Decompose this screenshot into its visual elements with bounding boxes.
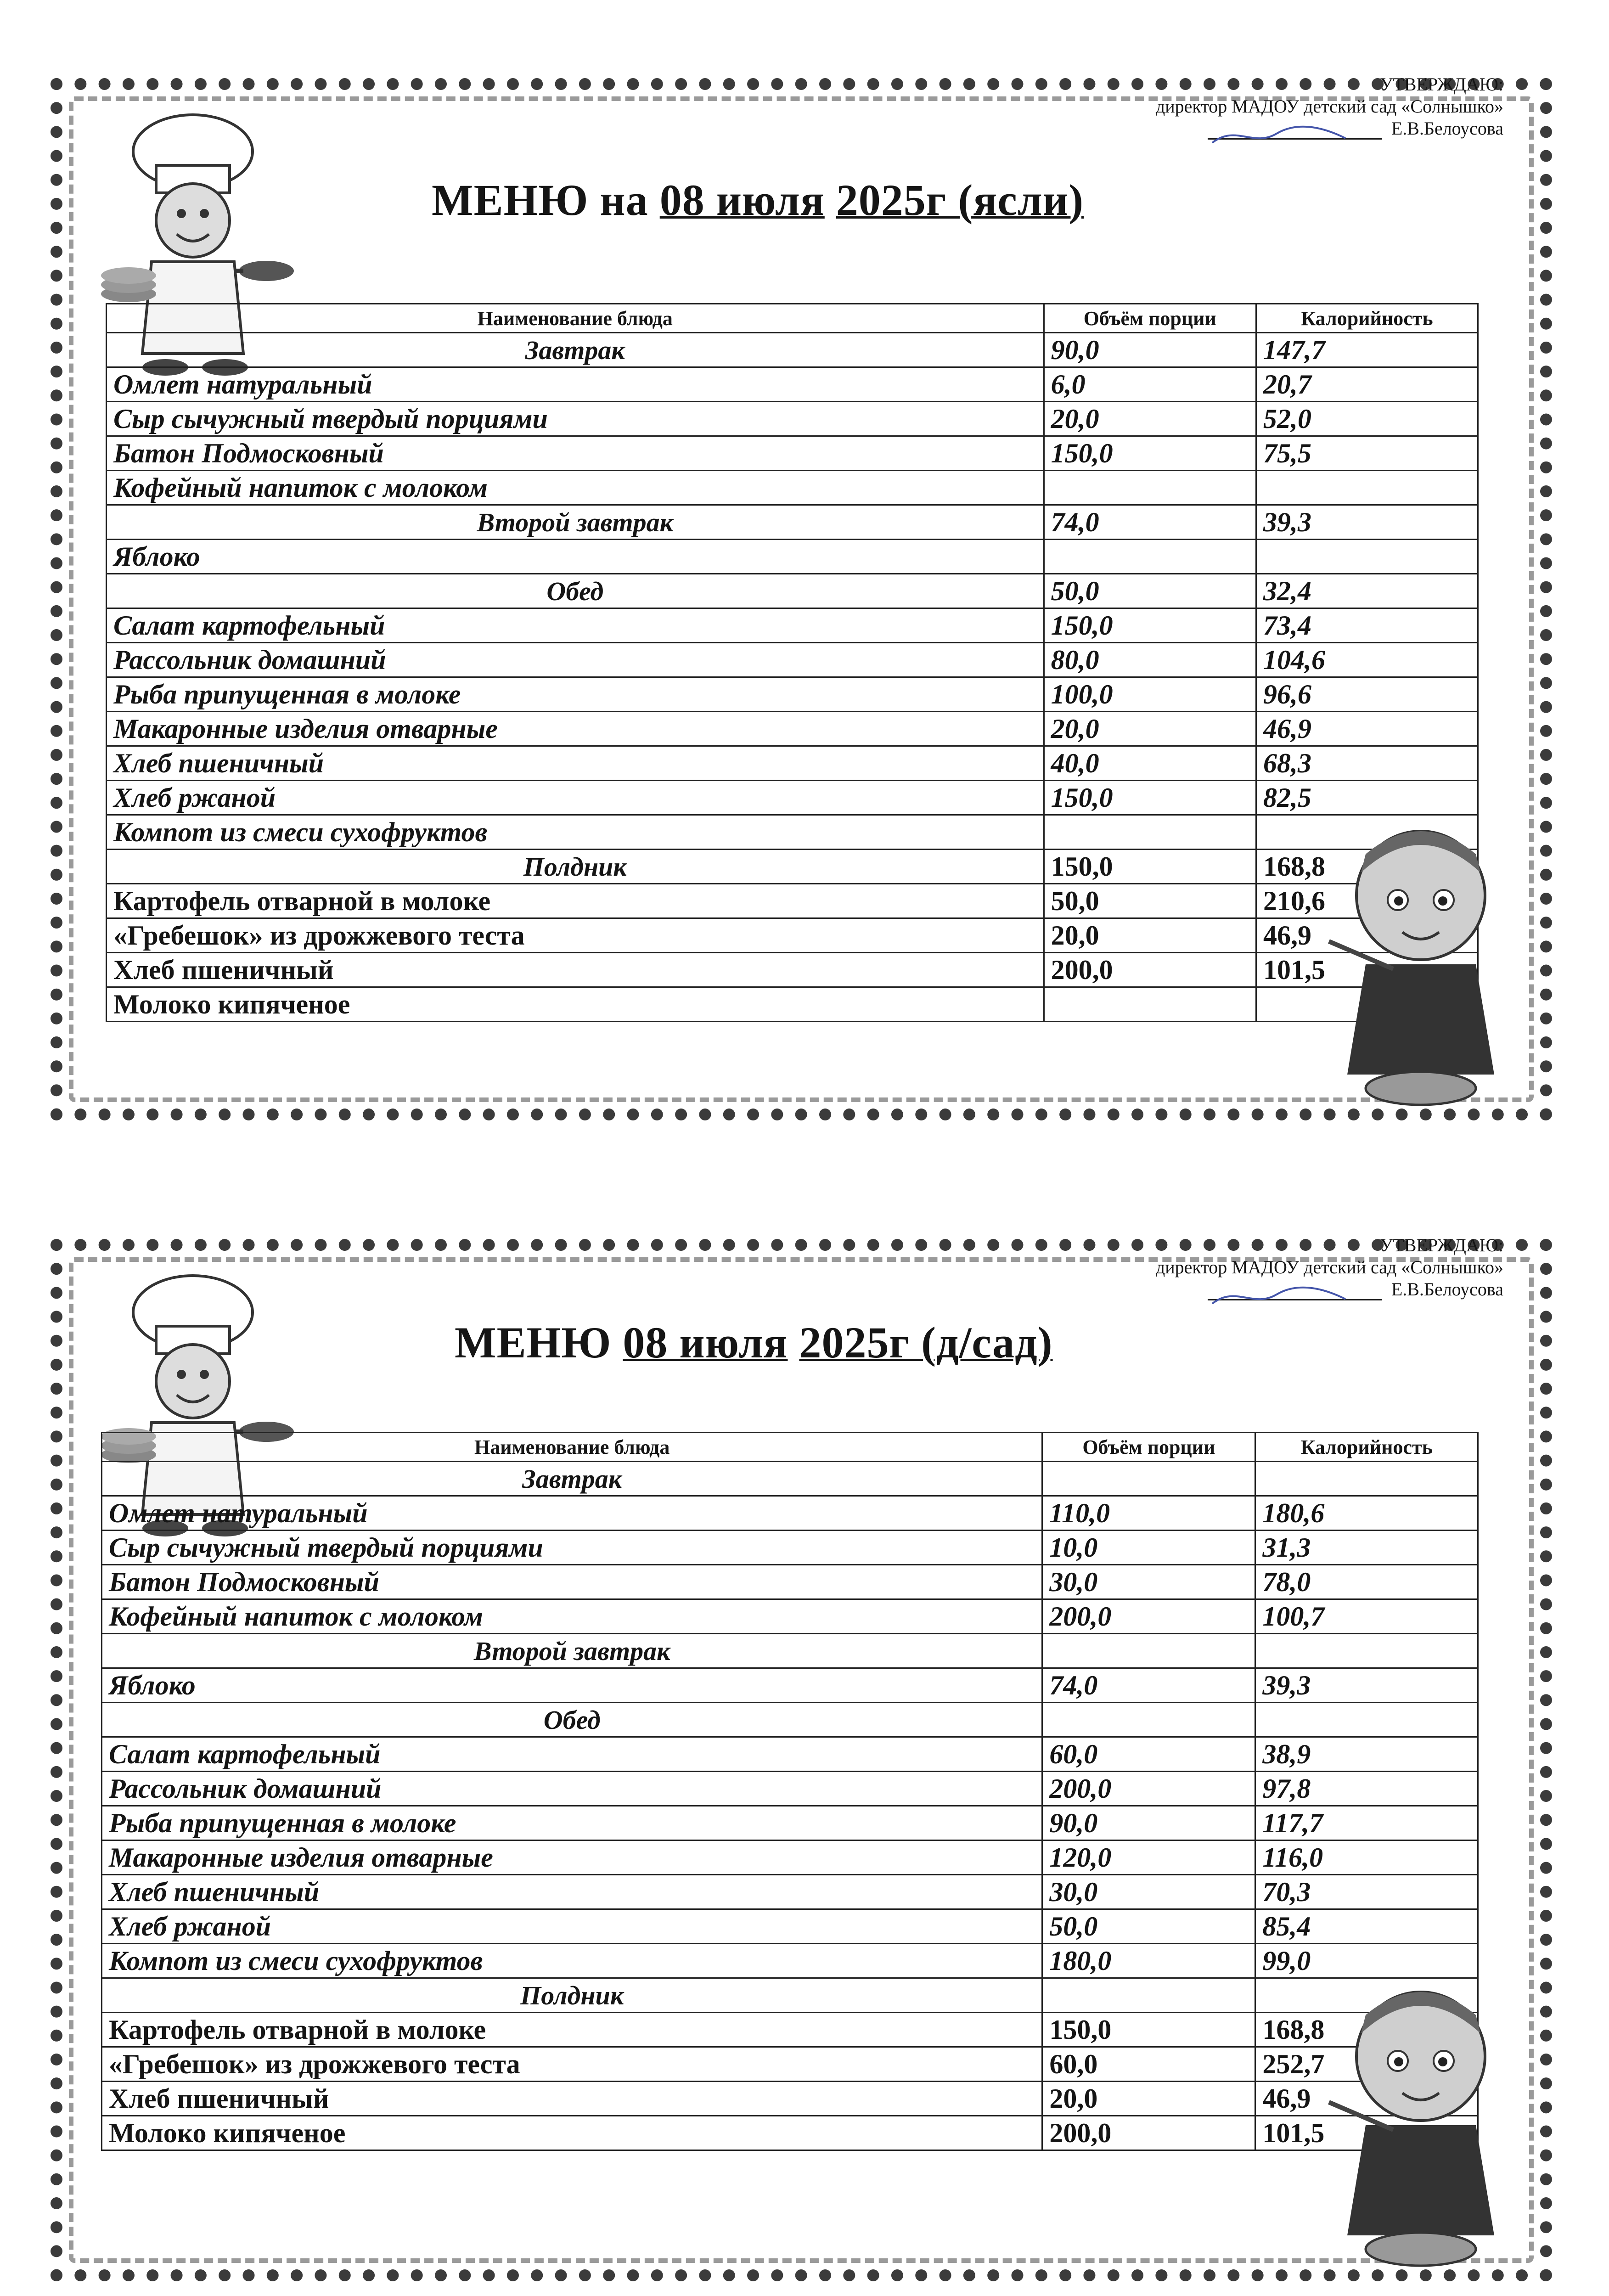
menu-title	[455, 1317, 1053, 1368]
approval-position: директор МАДОУ детский сад «Солнышко»	[1155, 96, 1503, 117]
table-row	[102, 2082, 1478, 2116]
portion-value: 30,0	[1042, 1565, 1255, 1599]
section-row	[107, 850, 1478, 884]
section-second-breakfast: Второй завтрак	[102, 1634, 1042, 1668]
child-illustration	[1301, 1978, 1540, 2272]
approver-name: Е.В.Белоусова	[1391, 118, 1503, 139]
portion-value: 90,0	[1042, 1806, 1255, 1840]
header-portion: Объём порции	[1044, 304, 1256, 333]
calorie-value: 117,7	[1255, 1806, 1478, 1840]
calorie-value: 116,0	[1255, 1840, 1478, 1875]
table-row	[102, 2047, 1478, 2082]
menu-title	[432, 174, 1084, 225]
table-row	[107, 643, 1478, 677]
approver-name: Е.В.Белоусова	[1391, 1279, 1503, 1300]
header-calories: Калорийность	[1256, 304, 1478, 333]
calorie-value: 75,5	[1256, 436, 1478, 471]
signature-line	[1208, 1299, 1382, 1300]
table-header-row	[102, 1433, 1478, 1462]
child-illustration	[1301, 817, 1540, 1111]
portion-value: 150,0	[1042, 2013, 1255, 2047]
section-row	[102, 1703, 1478, 1737]
calorie-value: 147,7	[1256, 333, 1478, 367]
dish-name: Салат картофельный	[107, 608, 1044, 643]
portion-value: 100,0	[1044, 677, 1256, 712]
section-snack: Полдник	[102, 1978, 1042, 2013]
table-row	[102, 2013, 1478, 2047]
calorie-value: 46,9	[1255, 2082, 1478, 2116]
calorie-value: 85,4	[1255, 1909, 1478, 1944]
calorie-value: 46,9	[1256, 918, 1478, 953]
calorie-value: 32,4	[1256, 574, 1478, 608]
calorie-value: 39,3	[1256, 505, 1478, 540]
portion-value: 20,0	[1044, 918, 1256, 953]
portion-value: 200,0	[1042, 1599, 1255, 1634]
portion-value: 60,0	[1042, 2047, 1255, 2082]
calorie-value: 52,0	[1256, 402, 1478, 436]
dish-name: Компот из смеси сухофруктов	[107, 815, 1044, 850]
section-row	[102, 1978, 1478, 2013]
portion-value: 50,0	[1044, 884, 1256, 918]
menu-sheet-kindergarten	[0, 1161, 1609, 2296]
section-row	[102, 1634, 1478, 1668]
title-date: 08 июля	[623, 1318, 788, 1367]
portion-value: 50,0	[1044, 574, 1256, 608]
approval-position: директор МАДОУ детский сад «Солнышко»	[1155, 1257, 1503, 1277]
header-portion: Объём порции	[1042, 1433, 1255, 1462]
section-breakfast: Завтрак	[107, 333, 1044, 367]
section-row	[107, 505, 1478, 540]
dish-name: Макаронные изделия отварные	[107, 712, 1044, 746]
approval-heading: УТВЕРЖДАЮ:	[1380, 1235, 1503, 1255]
calorie-value: 168,8	[1256, 850, 1478, 884]
calorie-value: 82,5	[1256, 781, 1478, 815]
table-row	[107, 436, 1478, 471]
calorie-value: 104,6	[1256, 643, 1478, 677]
dish-name: Хлеб пшеничный	[102, 2082, 1042, 2116]
portion-value: 180,0	[1042, 1944, 1255, 1978]
table-row	[102, 1772, 1478, 1806]
portion-value: 20,0	[1044, 402, 1256, 436]
calorie-value: 73,4	[1256, 608, 1478, 643]
portion-value: 30,0	[1042, 1875, 1255, 1909]
portion-value: 80,0	[1044, 643, 1256, 677]
table-row	[102, 1909, 1478, 1944]
calorie-value: 78,0	[1255, 1565, 1478, 1599]
title-prefix: МЕНЮ на	[432, 175, 648, 225]
portion-value: 120,0	[1042, 1840, 1255, 1875]
portion-value: 110,0	[1042, 1496, 1255, 1531]
table-row	[102, 1737, 1478, 1772]
table-row	[102, 1531, 1478, 1565]
calorie-value: 168,8	[1255, 2013, 1478, 2047]
table-row	[107, 746, 1478, 781]
dish-name: Яблоко	[102, 1668, 1042, 1703]
table-row	[107, 815, 1478, 850]
portion-value: 6,0	[1044, 367, 1256, 402]
dish-name: Омлет натуральный	[107, 367, 1044, 402]
dish-name: Батон Подмосковный	[107, 436, 1044, 471]
portion-value: 40,0	[1044, 746, 1256, 781]
dish-name: Омлет натуральный	[102, 1496, 1042, 1531]
dish-name: Рыба припущенная в молоке	[102, 1806, 1042, 1840]
dish-name: Хлеб ржаной	[102, 1909, 1042, 1944]
calorie-value: 97,8	[1255, 1772, 1478, 1806]
calorie-value: 70,3	[1255, 1875, 1478, 1909]
table-row	[107, 953, 1478, 987]
title-prefix: МЕНЮ	[455, 1318, 612, 1367]
section-lunch: Обед	[107, 574, 1044, 608]
dish-name: Яблоко	[107, 540, 1044, 574]
dish-name: Кофейный напиток с молоком	[107, 471, 1044, 505]
dish-name: Салат картофельный	[102, 1737, 1042, 1772]
portion-value: 50,0	[1042, 1909, 1255, 1944]
table-row	[107, 884, 1478, 918]
title-year: 2025г (ясли)	[836, 175, 1084, 225]
section-lunch: Обед	[102, 1703, 1042, 1737]
calorie-value: 100,7	[1255, 1599, 1478, 1634]
table-row	[102, 1875, 1478, 1909]
header-dish-name: Наименование блюда	[107, 304, 1044, 333]
table-row	[107, 402, 1478, 436]
portion-value: 90,0	[1044, 333, 1256, 367]
portion-value: 150,0	[1044, 608, 1256, 643]
portion-value: 20,0	[1044, 712, 1256, 746]
approval-block	[1044, 73, 1503, 140]
dish-name: Хлеб ржаной	[107, 781, 1044, 815]
dish-name: Картофель отварной в молоке	[107, 884, 1044, 918]
portion-value: 200,0	[1042, 2116, 1255, 2150]
section-second-breakfast: Второй завтрак	[107, 505, 1044, 540]
table-row	[102, 1565, 1478, 1599]
calorie-value: 39,3	[1255, 1668, 1478, 1703]
dish-name: Молоко кипяченое	[102, 2116, 1042, 2150]
table-row	[107, 918, 1478, 953]
calorie-value: 46,9	[1256, 712, 1478, 746]
calorie-value: 101,5	[1256, 953, 1478, 987]
approval-heading: УТВЕРЖДАЮ:	[1380, 74, 1503, 95]
portion-value: 74,0	[1042, 1668, 1255, 1703]
table-row	[107, 367, 1478, 402]
portion-value: 20,0	[1042, 2082, 1255, 2116]
calorie-value: 96,6	[1256, 677, 1478, 712]
dish-name: Рассольник домашний	[107, 643, 1044, 677]
table-row	[102, 1599, 1478, 1634]
section-breakfast: Завтрак	[102, 1462, 1042, 1496]
menu-table	[106, 303, 1479, 1022]
table-row	[102, 1668, 1478, 1703]
table-row	[102, 1496, 1478, 1531]
portion-value: 60,0	[1042, 1737, 1255, 1772]
dish-name: Рыба припущенная в молоке	[107, 677, 1044, 712]
dish-name: Сыр сычужный твердый порциями	[107, 402, 1044, 436]
dish-name: Макаронные изделия отварные	[102, 1840, 1042, 1875]
dish-name: Картофель отварной в молоке	[102, 2013, 1042, 2047]
dish-name: Хлеб пшеничный	[107, 746, 1044, 781]
portion-value: 74,0	[1044, 505, 1256, 540]
calorie-value: 252,7	[1255, 2047, 1478, 2082]
calorie-value: 101,5	[1255, 2116, 1478, 2150]
section-row	[102, 1462, 1478, 1496]
calorie-value: 180,6	[1255, 1496, 1478, 1531]
dish-name: Кофейный напиток с молоком	[102, 1599, 1042, 1634]
menu-table	[101, 1432, 1479, 2151]
dish-name: Рассольник домашний	[102, 1772, 1042, 1806]
approval-block	[1044, 1234, 1503, 1300]
dish-name: Молоко кипяченое	[107, 987, 1044, 1022]
table-row	[107, 608, 1478, 643]
calorie-value: 20,7	[1256, 367, 1478, 402]
calorie-value: 99,0	[1255, 1944, 1478, 1978]
table-row	[107, 471, 1478, 505]
dish-name: Хлеб пшеничный	[107, 953, 1044, 987]
dish-name: «Гребешок» из дрожжевого теста	[102, 2047, 1042, 2082]
signature-line	[1208, 138, 1382, 140]
table-row	[107, 712, 1478, 746]
calorie-value: 38,9	[1255, 1737, 1478, 1772]
table-header-row	[107, 304, 1478, 333]
table-row	[102, 1806, 1478, 1840]
section-snack: Полдник	[107, 850, 1044, 884]
table-row	[102, 1840, 1478, 1875]
calorie-value: 68,3	[1256, 746, 1478, 781]
table-row	[102, 1944, 1478, 1978]
title-date: 08 июля	[659, 175, 825, 225]
portion-value: 10,0	[1042, 1531, 1255, 1565]
portion-value: 150,0	[1044, 781, 1256, 815]
table-row	[107, 540, 1478, 574]
portion-value: 200,0	[1042, 1772, 1255, 1806]
portion-value: 150,0	[1044, 850, 1256, 884]
calorie-value: 210,6	[1256, 884, 1478, 918]
header-dish-name: Наименование блюда	[102, 1433, 1042, 1462]
table-row	[107, 781, 1478, 815]
table-row	[107, 987, 1478, 1022]
portion-value: 150,0	[1044, 436, 1256, 471]
dish-name: Хлеб пшеничный	[102, 1875, 1042, 1909]
dish-name: Батон Подмосковный	[102, 1565, 1042, 1599]
dish-name: Сыр сычужный твердый порциями	[102, 1531, 1042, 1565]
title-year: 2025г (д/сад)	[799, 1318, 1053, 1367]
table-row	[107, 677, 1478, 712]
calorie-value: 31,3	[1255, 1531, 1478, 1565]
portion-value: 200,0	[1044, 953, 1256, 987]
dish-name: Компот из смеси сухофруктов	[102, 1944, 1042, 1978]
table-row	[102, 2116, 1478, 2150]
dish-name: «Гребешок» из дрожжевого теста	[107, 918, 1044, 953]
header-calories: Калорийность	[1255, 1433, 1478, 1462]
section-row	[107, 574, 1478, 608]
section-row	[107, 333, 1478, 367]
